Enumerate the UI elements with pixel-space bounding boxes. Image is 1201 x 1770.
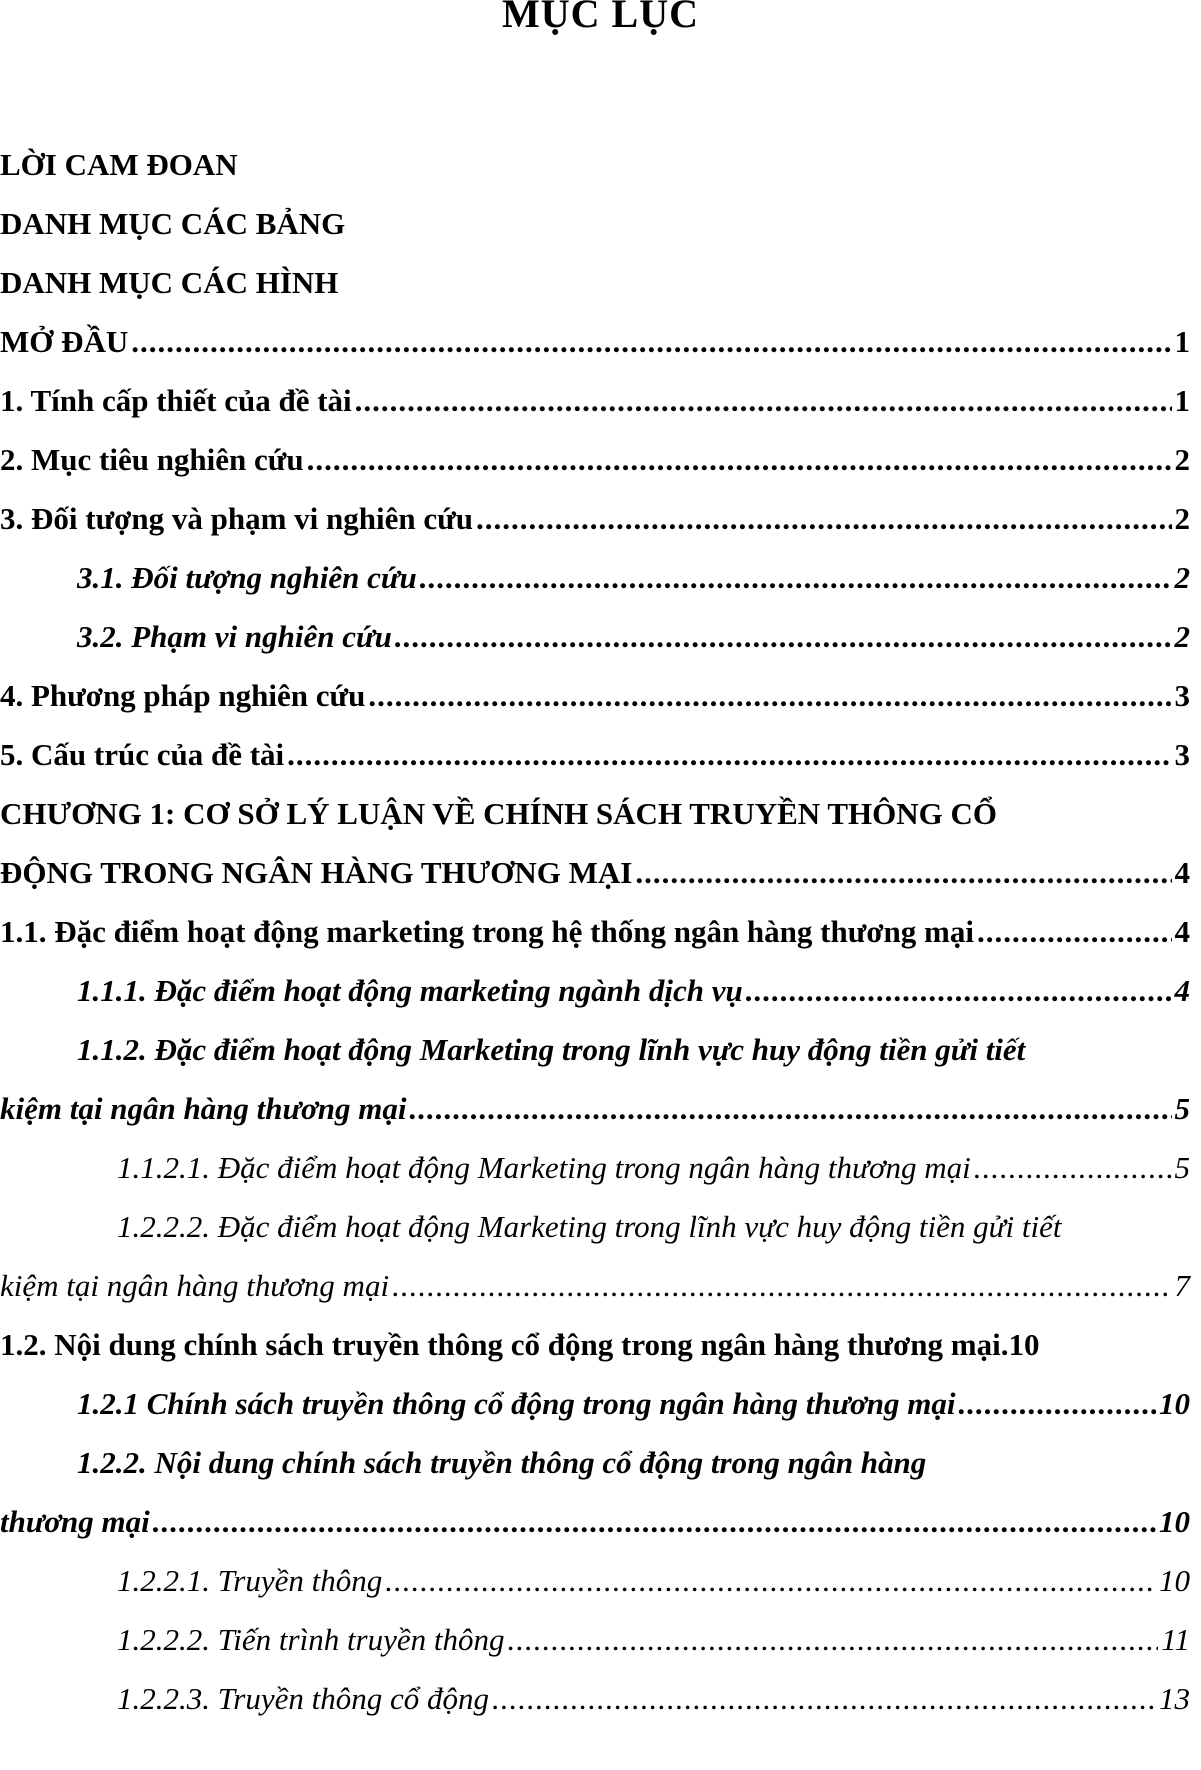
toc-entry-text: 4. Phương pháp nghiên cứu <box>0 678 366 713</box>
toc-entry[interactable] <box>0 312 1190 371</box>
dot-leader <box>476 489 1172 548</box>
dot-leader <box>508 1610 1159 1669</box>
toc-page-number: 2 <box>1174 560 1190 595</box>
toc-entry[interactable] <box>0 1551 1190 1610</box>
toc-entry[interactable] <box>0 843 1190 902</box>
toc-entry-text: 1. Tính cấp thiết của đề tài <box>0 383 352 418</box>
toc-entry-first-line <box>0 784 1190 843</box>
dot-leader <box>409 1079 1171 1138</box>
toc-entry-text-line1: 1.1.2. Đặc điểm hoạt động Marketing trong lĩnh vực huy động tiền gửi tiết <box>77 1032 1026 1067</box>
toc-entry[interactable] <box>0 1256 1190 1315</box>
toc-entry[interactable] <box>0 1374 1190 1433</box>
dot-leader <box>355 371 1172 430</box>
toc-entry-text: 3.1. Đối tượng nghiên cứu <box>77 560 417 595</box>
dot-leader <box>492 1669 1156 1728</box>
toc-page-number: 10 <box>1159 1504 1190 1539</box>
toc-page-number: 10 <box>1159 1563 1190 1598</box>
dot-leader <box>392 1256 1171 1315</box>
toc-entry-text: 1.2.2.3. Truyền thông cổ động <box>117 1681 489 1716</box>
toc-entry-text: 1.2.2.1. Truyền thông <box>117 1563 383 1598</box>
toc-entry-text: kiệm tại ngân hàng thương mại <box>0 1268 390 1303</box>
toc-entry[interactable] <box>0 1315 1190 1374</box>
toc-entry-text: 1.1. Đặc điểm hoạt động marketing trong hệ thống ngân hàng thương mại <box>0 914 974 949</box>
toc-entry-text: 1.2. Nội dung chính sách truyền thông cổ động trong ngân hàng thương mại. <box>0 1327 1009 1362</box>
toc-page-number: 13 <box>1159 1681 1190 1716</box>
toc-entry[interactable] <box>0 607 1190 666</box>
dot-leader <box>974 1138 1172 1197</box>
toc-entry-text: DANH MỤC CÁC BẢNG <box>0 206 346 241</box>
toc-page-number: 2 <box>1174 619 1190 654</box>
toc-page-number: 1 <box>1174 324 1190 359</box>
toc-entry[interactable] <box>0 666 1190 725</box>
dot-leader <box>746 961 1172 1020</box>
dot-leader <box>131 312 1171 371</box>
toc-entry-text: 3. Đối tượng và phạm vi nghiên cứu <box>0 501 473 536</box>
dot-leader <box>368 666 1171 725</box>
dot-leader <box>635 843 1171 902</box>
toc-page-number: 4 <box>1174 855 1190 890</box>
toc-entry[interactable] <box>0 1669 1190 1728</box>
toc-entry-text: 5. Cấu trúc của đề tài <box>0 737 285 772</box>
toc-entry-text: 3.2. Phạm vi nghiên cứu <box>77 619 392 654</box>
toc-entry[interactable] <box>0 371 1190 430</box>
toc-entry-text: 1.1.1. Đặc điểm hoạt động marketing ngành dịch vụ <box>77 973 743 1008</box>
table-of-contents <box>0 135 1190 1728</box>
toc-entry-text: 1.1.2.1. Đặc điểm hoạt động Marketing trong ngân hàng thương mại <box>117 1150 971 1185</box>
toc-entry-text: 1.2.2.2. Tiến trình truyền thông <box>117 1622 505 1657</box>
dot-leader <box>395 607 1172 666</box>
toc-entry[interactable] <box>0 902 1190 961</box>
toc-page-number: 10 <box>1159 1386 1190 1421</box>
toc-entry-text: 2. Mục tiêu nghiên cứu <box>0 442 304 477</box>
dot-leader <box>959 1374 1156 1433</box>
toc-entry-text: LỜI CAM ĐOAN <box>0 147 238 182</box>
dot-leader <box>977 902 1172 961</box>
toc-entry[interactable] <box>0 1492 1190 1551</box>
toc-page-number: 5 <box>1174 1150 1190 1185</box>
toc-entry[interactable] <box>0 1079 1190 1138</box>
toc-entry[interactable] <box>0 961 1190 1020</box>
toc-entry-text: ĐỘNG TRONG NGÂN HÀNG THƯƠNG MẠI <box>0 855 633 890</box>
toc-entry[interactable] <box>0 1610 1190 1669</box>
toc-entry-text: MỞ ĐẦU <box>0 324 129 359</box>
toc-entry[interactable] <box>0 725 1190 784</box>
dot-leader <box>307 430 1172 489</box>
toc-page-number: 4 <box>1174 914 1190 949</box>
toc-page-number: 7 <box>1174 1268 1190 1303</box>
toc-entry-text-line1: CHƯƠNG 1: CƠ SỞ LÝ LUẬN VỀ CHÍNH SÁCH TRUYỀN THÔNG CỔ <box>0 796 997 831</box>
toc-page-number: 4 <box>1174 973 1190 1008</box>
toc-page-number: 10 <box>1008 1327 1040 1362</box>
toc-page-number: 3 <box>1174 678 1190 713</box>
toc-entry[interactable] <box>0 253 1190 312</box>
toc-entry-text-line1: 1.2.2. Nội dung chính sách truyền thông cổ động trong ngân hàng <box>77 1445 927 1480</box>
toc-entry-text-line1: 1.2.2.2. Đặc điểm hoạt động Marketing trong lĩnh vực huy động tiền gửi tiết <box>117 1209 1062 1244</box>
toc-page-number: 3 <box>1174 737 1190 772</box>
toc-page-number: 11 <box>1161 1622 1190 1657</box>
toc-entry[interactable] <box>0 194 1190 253</box>
toc-entry[interactable] <box>0 548 1190 607</box>
toc-entry-text: kiệm tại ngân hàng thương mại <box>0 1091 407 1126</box>
toc-entry-text: thương mại <box>0 1504 150 1539</box>
toc-entry-text: 1.2.1 Chính sách truyền thông cổ động trong ngân hàng thương mại <box>77 1386 956 1421</box>
toc-page-number: 1 <box>1174 383 1190 418</box>
toc-entry-first-line <box>0 1433 1190 1492</box>
toc-entry[interactable] <box>0 135 1190 194</box>
dot-leader <box>153 1492 1156 1551</box>
toc-entry-text: DANH MỤC CÁC HÌNH <box>0 265 339 300</box>
toc-page-number: 5 <box>1174 1091 1190 1126</box>
toc-entry[interactable] <box>0 1138 1190 1197</box>
toc-page-number: 2 <box>1174 501 1190 536</box>
toc-entry-first-line <box>0 1197 1190 1256</box>
toc-entry[interactable] <box>0 489 1190 548</box>
toc-page-number: 2 <box>1174 442 1190 477</box>
toc-entry-first-line <box>0 1020 1190 1079</box>
dot-leader <box>287 725 1171 784</box>
page-title: MỤC LỤC <box>502 0 699 36</box>
dot-leader <box>385 1551 1156 1610</box>
dot-leader <box>420 548 1172 607</box>
toc-entry[interactable] <box>0 430 1190 489</box>
